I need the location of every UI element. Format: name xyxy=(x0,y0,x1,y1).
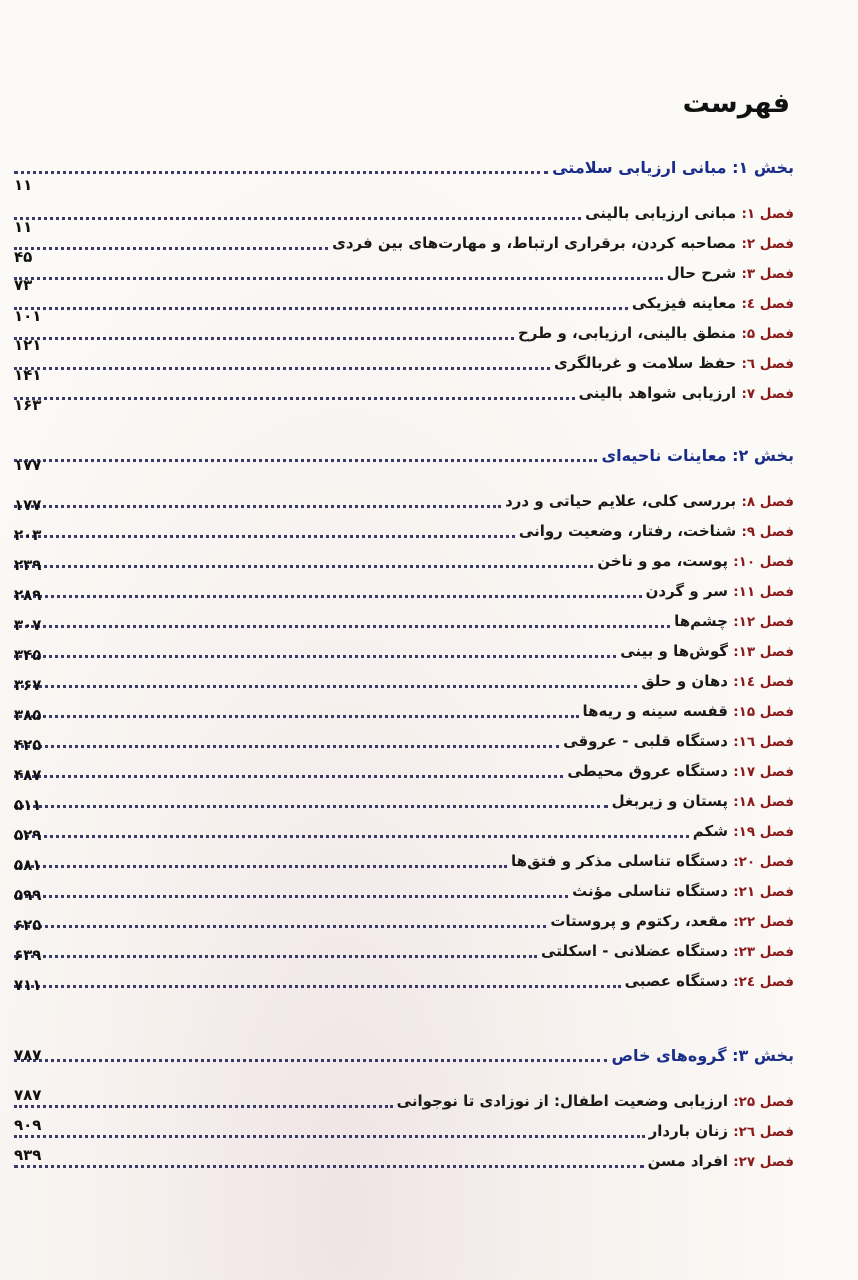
dot-leader xyxy=(14,337,514,340)
chapter-number: فصل ۱۰: xyxy=(733,554,794,570)
toc-chapter-row xyxy=(14,1086,794,1112)
chapter-title: زنان باردار xyxy=(648,1122,728,1140)
chapter-number: فصل ۵: xyxy=(741,326,794,342)
page-number: ۷۳ xyxy=(14,276,33,294)
toc-section-row xyxy=(14,440,794,466)
chapter-title: شرح حال xyxy=(666,264,737,282)
chapter-number: فصل ١٦: xyxy=(733,734,794,750)
chapter-label xyxy=(645,1121,794,1142)
page-number: ۱۴۱ xyxy=(14,366,42,384)
dot-leader xyxy=(14,835,689,838)
toc-chapter-row xyxy=(14,666,794,692)
page-number: ۲۸۹ xyxy=(14,586,42,604)
page-number: ۵۹۹ xyxy=(14,886,42,904)
chapter-title: دهان و حلق xyxy=(641,672,728,690)
toc-chapter-row xyxy=(14,906,794,932)
page-number: ۱۷۷ xyxy=(14,456,42,474)
dot-leader xyxy=(14,925,546,928)
toc-chapter-row xyxy=(14,198,794,224)
toc-chapter-row xyxy=(14,756,794,782)
page-number: ۹۳۹ xyxy=(14,1146,42,1164)
toc-chapter-row xyxy=(14,288,794,314)
chapter-label xyxy=(616,641,794,662)
page-number: ۱۱ xyxy=(14,218,33,236)
chapter-number: فصل ٢٦: xyxy=(733,1124,794,1140)
chapter-number: فصل ١٤: xyxy=(733,674,794,690)
page-number: ۵۲۹ xyxy=(14,826,42,844)
toc-chapter-row xyxy=(14,696,794,722)
toc-chapter-row xyxy=(14,816,794,842)
chapter-title: معاینه فیزیکی xyxy=(631,294,737,312)
dot-leader xyxy=(14,1135,645,1138)
chapter-title: حفظ سلامت و غربالگری xyxy=(553,354,737,372)
toc-chapter-row xyxy=(14,348,794,374)
chapter-label xyxy=(581,203,794,224)
dot-leader xyxy=(14,805,608,808)
dot-leader xyxy=(14,307,628,310)
chapter-title: دستگاه قلبی - عروقی xyxy=(563,732,728,750)
toc-chapter-row xyxy=(14,966,794,992)
chapter-number: فصل ۲۲: xyxy=(733,914,794,930)
chapter-title: شکم xyxy=(692,822,728,840)
chapter-number: فصل ٤: xyxy=(741,296,794,312)
toc-chapter-row xyxy=(14,546,794,572)
dot-leader xyxy=(14,895,568,898)
chapter-title: پستان و زیربغل xyxy=(611,792,728,810)
chapter-label xyxy=(579,701,795,722)
chapter-label xyxy=(568,881,794,902)
toc-chapter-row xyxy=(14,258,794,284)
toc-chapter-row xyxy=(14,636,794,662)
toc-chapter-row xyxy=(14,378,794,404)
dot-leader xyxy=(14,955,537,958)
dot-leader xyxy=(14,535,515,538)
dot-leader xyxy=(14,1165,644,1168)
dot-leader xyxy=(14,217,581,220)
dot-leader xyxy=(14,565,593,568)
chapter-title: ارزیابی وضعیت اطفال: از نوزادی تا نوجوانی xyxy=(396,1092,728,1110)
chapter-label xyxy=(621,971,794,992)
chapter-label xyxy=(559,731,794,752)
chapter-label xyxy=(501,491,794,512)
page-number: ۵۱۱ xyxy=(14,796,42,814)
toc-chapter-row xyxy=(14,786,794,812)
chapter-title: سر و گردن xyxy=(645,582,728,600)
page-number: ۲۳۹ xyxy=(14,556,42,574)
toc-chapter-row xyxy=(14,516,794,542)
chapter-label xyxy=(637,671,794,692)
page-number: ۱۰۱ xyxy=(14,307,42,325)
chapter-title: ارزیابی شواهد بالینی xyxy=(578,384,737,402)
section-title: معاینات ناحیه‌ای xyxy=(601,446,727,465)
dot-leader xyxy=(14,655,616,658)
dot-leader xyxy=(14,171,548,174)
chapter-title: گوش‌ها و بینی xyxy=(620,642,728,660)
page-number: ۶۲۵ xyxy=(14,916,42,934)
toc-chapter-row xyxy=(14,846,794,872)
page-number: ۲۰۳ xyxy=(14,526,42,544)
chapter-number: فصل ۱۱: xyxy=(733,584,794,600)
dot-leader xyxy=(14,397,575,400)
toc-chapter-row xyxy=(14,606,794,632)
section-number: بخش ۲: xyxy=(732,446,794,465)
chapter-label xyxy=(689,821,794,842)
chapter-label xyxy=(507,851,794,872)
chapter-label xyxy=(670,611,794,632)
chapter-label xyxy=(393,1091,794,1112)
page-number: ۴۲۵ xyxy=(14,736,42,754)
chapter-number: فصل ۲۰: xyxy=(733,854,794,870)
page-number: ۱۱ xyxy=(14,176,33,194)
chapter-title: مبانی ارزیابی بالینی xyxy=(585,204,737,222)
dot-leader xyxy=(14,985,621,988)
chapter-title: قفسه سینه و ریه‌ها xyxy=(582,702,728,720)
chapter-title: مقعد، رکتوم و پروستات xyxy=(550,912,728,930)
page-number: ۳۰۷ xyxy=(14,616,42,634)
page-number: ۳۴۵ xyxy=(14,646,42,664)
chapter-number: فصل ۹: xyxy=(741,524,794,540)
chapter-label xyxy=(550,353,794,374)
chapter-number: فصل ۲۵: xyxy=(733,1094,794,1110)
chapter-label xyxy=(328,233,794,254)
page-number: ۳۸۵ xyxy=(14,706,42,724)
chapter-number: فصل ۲۳: xyxy=(733,944,794,960)
chapter-title: منطق بالینی، ارزیابی، و طرح xyxy=(517,324,737,342)
dot-leader xyxy=(14,715,579,718)
chapter-number: فصل ٦: xyxy=(741,356,794,372)
chapter-title: دستگاه عضلانی - اسکلتی xyxy=(541,942,728,960)
chapter-label xyxy=(642,581,794,602)
page-number: ۷۸۷ xyxy=(14,1046,42,1064)
toc-chapter-row xyxy=(14,876,794,902)
dot-leader xyxy=(14,745,559,748)
section-number: بخش ۳: xyxy=(732,1046,794,1065)
dot-leader xyxy=(14,625,670,628)
section-title: گروه‌های خاص xyxy=(611,1046,727,1065)
chapter-title: دستگاه تناسلی مذکر و فتق‌ها xyxy=(511,852,728,870)
page-number: ۱۷۷ xyxy=(14,496,42,514)
toc-chapter-row xyxy=(14,936,794,962)
chapter-number: فصل ۱۲: xyxy=(733,614,794,630)
chapter-title: بررسی کلی، علایم حیاتی و درد xyxy=(505,492,737,510)
section-title: مبانی ارزیابی سلامتی xyxy=(552,158,727,177)
chapter-number: فصل ۱۹: xyxy=(733,824,794,840)
dot-leader xyxy=(14,685,637,688)
toc-chapter-row xyxy=(14,726,794,752)
toc-section-row xyxy=(14,1040,794,1066)
chapter-number: فصل ۱۸: xyxy=(733,794,794,810)
chapter-number: فصل ۲۱: xyxy=(733,884,794,900)
page-number: ۱۶۳ xyxy=(14,396,42,414)
chapter-label xyxy=(563,761,794,782)
chapter-title: دستگاه تناسلی مؤنث xyxy=(572,882,728,900)
dot-leader xyxy=(14,865,507,868)
chapter-label xyxy=(575,383,794,404)
page-number: ۹۰۹ xyxy=(14,1116,42,1134)
page-number: ۴۵ xyxy=(14,248,33,266)
toc-chapter-row xyxy=(14,576,794,602)
page-number: ۱۲۱ xyxy=(14,336,42,354)
chapter-number: فصل ۱۷: xyxy=(733,764,794,780)
page-number: ۳۶۷ xyxy=(14,676,42,694)
chapter-title: افراد مسن xyxy=(647,1152,728,1170)
chapter-label xyxy=(514,323,794,344)
chapter-label xyxy=(628,293,794,314)
chapter-number: فصل ۱۳: xyxy=(733,644,794,660)
chapter-title: دستگاه عروق محیطی xyxy=(567,762,728,780)
dot-leader xyxy=(14,775,563,778)
page-number: ۴۸۷ xyxy=(14,766,42,784)
page-title: فهرست xyxy=(682,88,790,119)
chapter-number: فصل ۲: xyxy=(741,236,794,252)
page-number: ۷۸۷ xyxy=(14,1086,42,1104)
toc-chapter-row xyxy=(14,318,794,344)
chapter-number: فصل ۲٤: xyxy=(733,974,794,990)
page-number: ۷۱۱ xyxy=(14,976,42,994)
toc-chapter-row xyxy=(14,228,794,254)
chapter-number: فصل ۱۵: xyxy=(733,704,794,720)
chapter-number: فصل ۳: xyxy=(741,266,794,282)
toc-section-row xyxy=(14,152,794,178)
chapter-label xyxy=(593,551,794,572)
dot-leader xyxy=(14,505,501,508)
dot-leader xyxy=(14,277,663,280)
section-number: بخش ۱: xyxy=(732,158,794,177)
chapter-title: شناخت، رفتار، وضعیت روانی xyxy=(518,522,737,540)
dot-leader xyxy=(14,459,597,462)
chapter-label xyxy=(537,941,794,962)
toc-chapter-row xyxy=(14,486,794,512)
toc-chapter-row xyxy=(14,1116,794,1142)
chapter-title: مصاحبه کردن، برقراری ارتباط، و مهارت‌های بین فردی xyxy=(332,234,737,252)
chapter-title: پوست، مو و ناخن xyxy=(597,552,728,570)
toc-chapter-row xyxy=(14,1146,794,1172)
chapter-label xyxy=(663,263,794,284)
page-number: ۵۸۱ xyxy=(14,856,42,874)
chapter-title: دستگاه عصبی xyxy=(624,972,728,990)
dot-leader xyxy=(14,367,550,370)
dot-leader xyxy=(14,595,642,598)
section-label xyxy=(607,1046,794,1066)
chapter-label xyxy=(644,1151,794,1172)
page-number: ۶۳۹ xyxy=(14,946,42,964)
chapter-number: فصل ۸: xyxy=(741,494,794,510)
chapter-number: فصل ۲۷: xyxy=(733,1154,794,1170)
section-label xyxy=(548,158,794,178)
chapter-label xyxy=(608,791,794,812)
chapter-number: فصل ۱: xyxy=(741,206,794,222)
chapter-number: فصل ۷: xyxy=(741,386,794,402)
dot-leader xyxy=(14,1105,393,1108)
section-label xyxy=(597,446,794,466)
dot-leader xyxy=(14,1059,607,1062)
chapter-label xyxy=(546,911,794,932)
chapter-title: چشم‌ها xyxy=(674,612,728,630)
chapter-label xyxy=(515,521,794,542)
